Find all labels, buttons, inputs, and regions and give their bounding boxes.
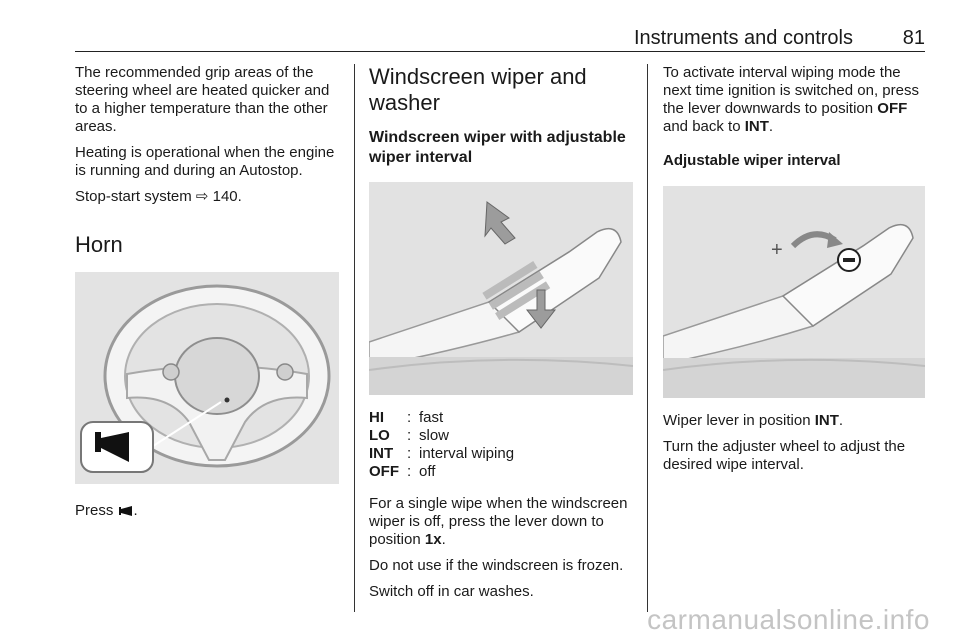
lever-position-paragraph	[663, 412, 929, 430]
legend-sep: :	[407, 409, 412, 426]
single-wipe-paragraph	[369, 495, 633, 549]
wiper-lever-illustration	[369, 182, 633, 395]
press-horn-text	[75, 502, 339, 520]
legend-value: interval wiping	[419, 445, 515, 462]
section-title: Instruments and controls	[634, 27, 853, 49]
legend-sep: :	[407, 445, 412, 462]
position-int: INT	[744, 118, 769, 135]
interval-text-a: To activate interval wiping mode the next time ignition is switched on, press the lever downwards to position	[663, 64, 919, 117]
legend-value: off	[419, 463, 436, 480]
lever-text-c: .	[838, 412, 844, 429]
interval-text-e: .	[768, 118, 774, 135]
horn-heading: Horn	[75, 232, 123, 257]
column-2	[369, 64, 633, 609]
legend-value: fast	[419, 409, 444, 426]
legend-sep: :	[407, 427, 412, 444]
column-1	[75, 64, 339, 528]
legend-row-lo	[369, 427, 514, 445]
adjustable-interval-subheading: Windscreen wiper with adjustable wiper interval	[369, 129, 626, 166]
position-off: OFF	[877, 100, 908, 117]
column-divider-1	[354, 64, 355, 612]
frozen-warning: Do not use if the windscreen is frozen.	[369, 557, 624, 574]
legend-key: LO	[369, 427, 390, 444]
legend-key: INT	[369, 445, 394, 462]
grip-paragraph: The recommended grip areas of the steering wheel are heated quicker and to a higher temperature than the other areas.	[75, 64, 330, 135]
car-wash-note: Switch off in car washes.	[369, 583, 534, 600]
adjuster-wheel-illustration	[663, 186, 925, 398]
interval-text-c: and back to	[663, 118, 745, 135]
steering-wheel-illustration	[75, 272, 339, 484]
stop-start-reference	[75, 188, 339, 206]
adjuster-paragraph: Turn the adjuster wheel to adjust the desired wipe interval.	[663, 438, 906, 473]
stop-start-text: Stop-start system	[75, 188, 196, 205]
page-number: 81	[902, 27, 925, 49]
interval-activation-paragraph	[663, 64, 929, 136]
press-end: .	[133, 502, 138, 519]
press-label: Press	[75, 502, 118, 519]
position-1x: 1x	[424, 531, 442, 548]
legend-key: HI	[369, 409, 384, 426]
legend-key: OFF	[369, 463, 399, 480]
page-ref-icon: ⇨	[195, 188, 209, 205]
legend-sep: :	[407, 463, 412, 480]
svg-text:+: +	[771, 239, 783, 261]
column-3	[663, 64, 929, 482]
legend-row-off	[369, 463, 514, 481]
legend-value: slow	[419, 427, 450, 444]
heating-paragraph: Heating is operational when the engine is running and during an Autostop.	[75, 144, 335, 179]
single-wipe-text: For a single wipe when the windscreen wiper is off, press the lever down to position	[369, 495, 628, 548]
single-wipe-end: .	[441, 531, 446, 548]
stop-start-page[interactable]: 140.	[208, 188, 242, 205]
legend-row-int	[369, 445, 514, 463]
watermark: carmanualsonline.info	[647, 604, 930, 635]
wiper-position-legend	[369, 409, 514, 481]
column-divider-2	[647, 64, 648, 612]
legend-row-hi	[369, 409, 514, 427]
page-header	[75, 27, 925, 52]
lever-text-a: Wiper lever in position	[663, 412, 815, 429]
position-int-2: INT	[814, 412, 839, 429]
wiper-washer-heading: Windscreen wiper and washer	[369, 64, 587, 115]
horn-icon	[118, 505, 134, 517]
adjustable-interval-heading: Adjustable wiper interval	[663, 152, 841, 169]
